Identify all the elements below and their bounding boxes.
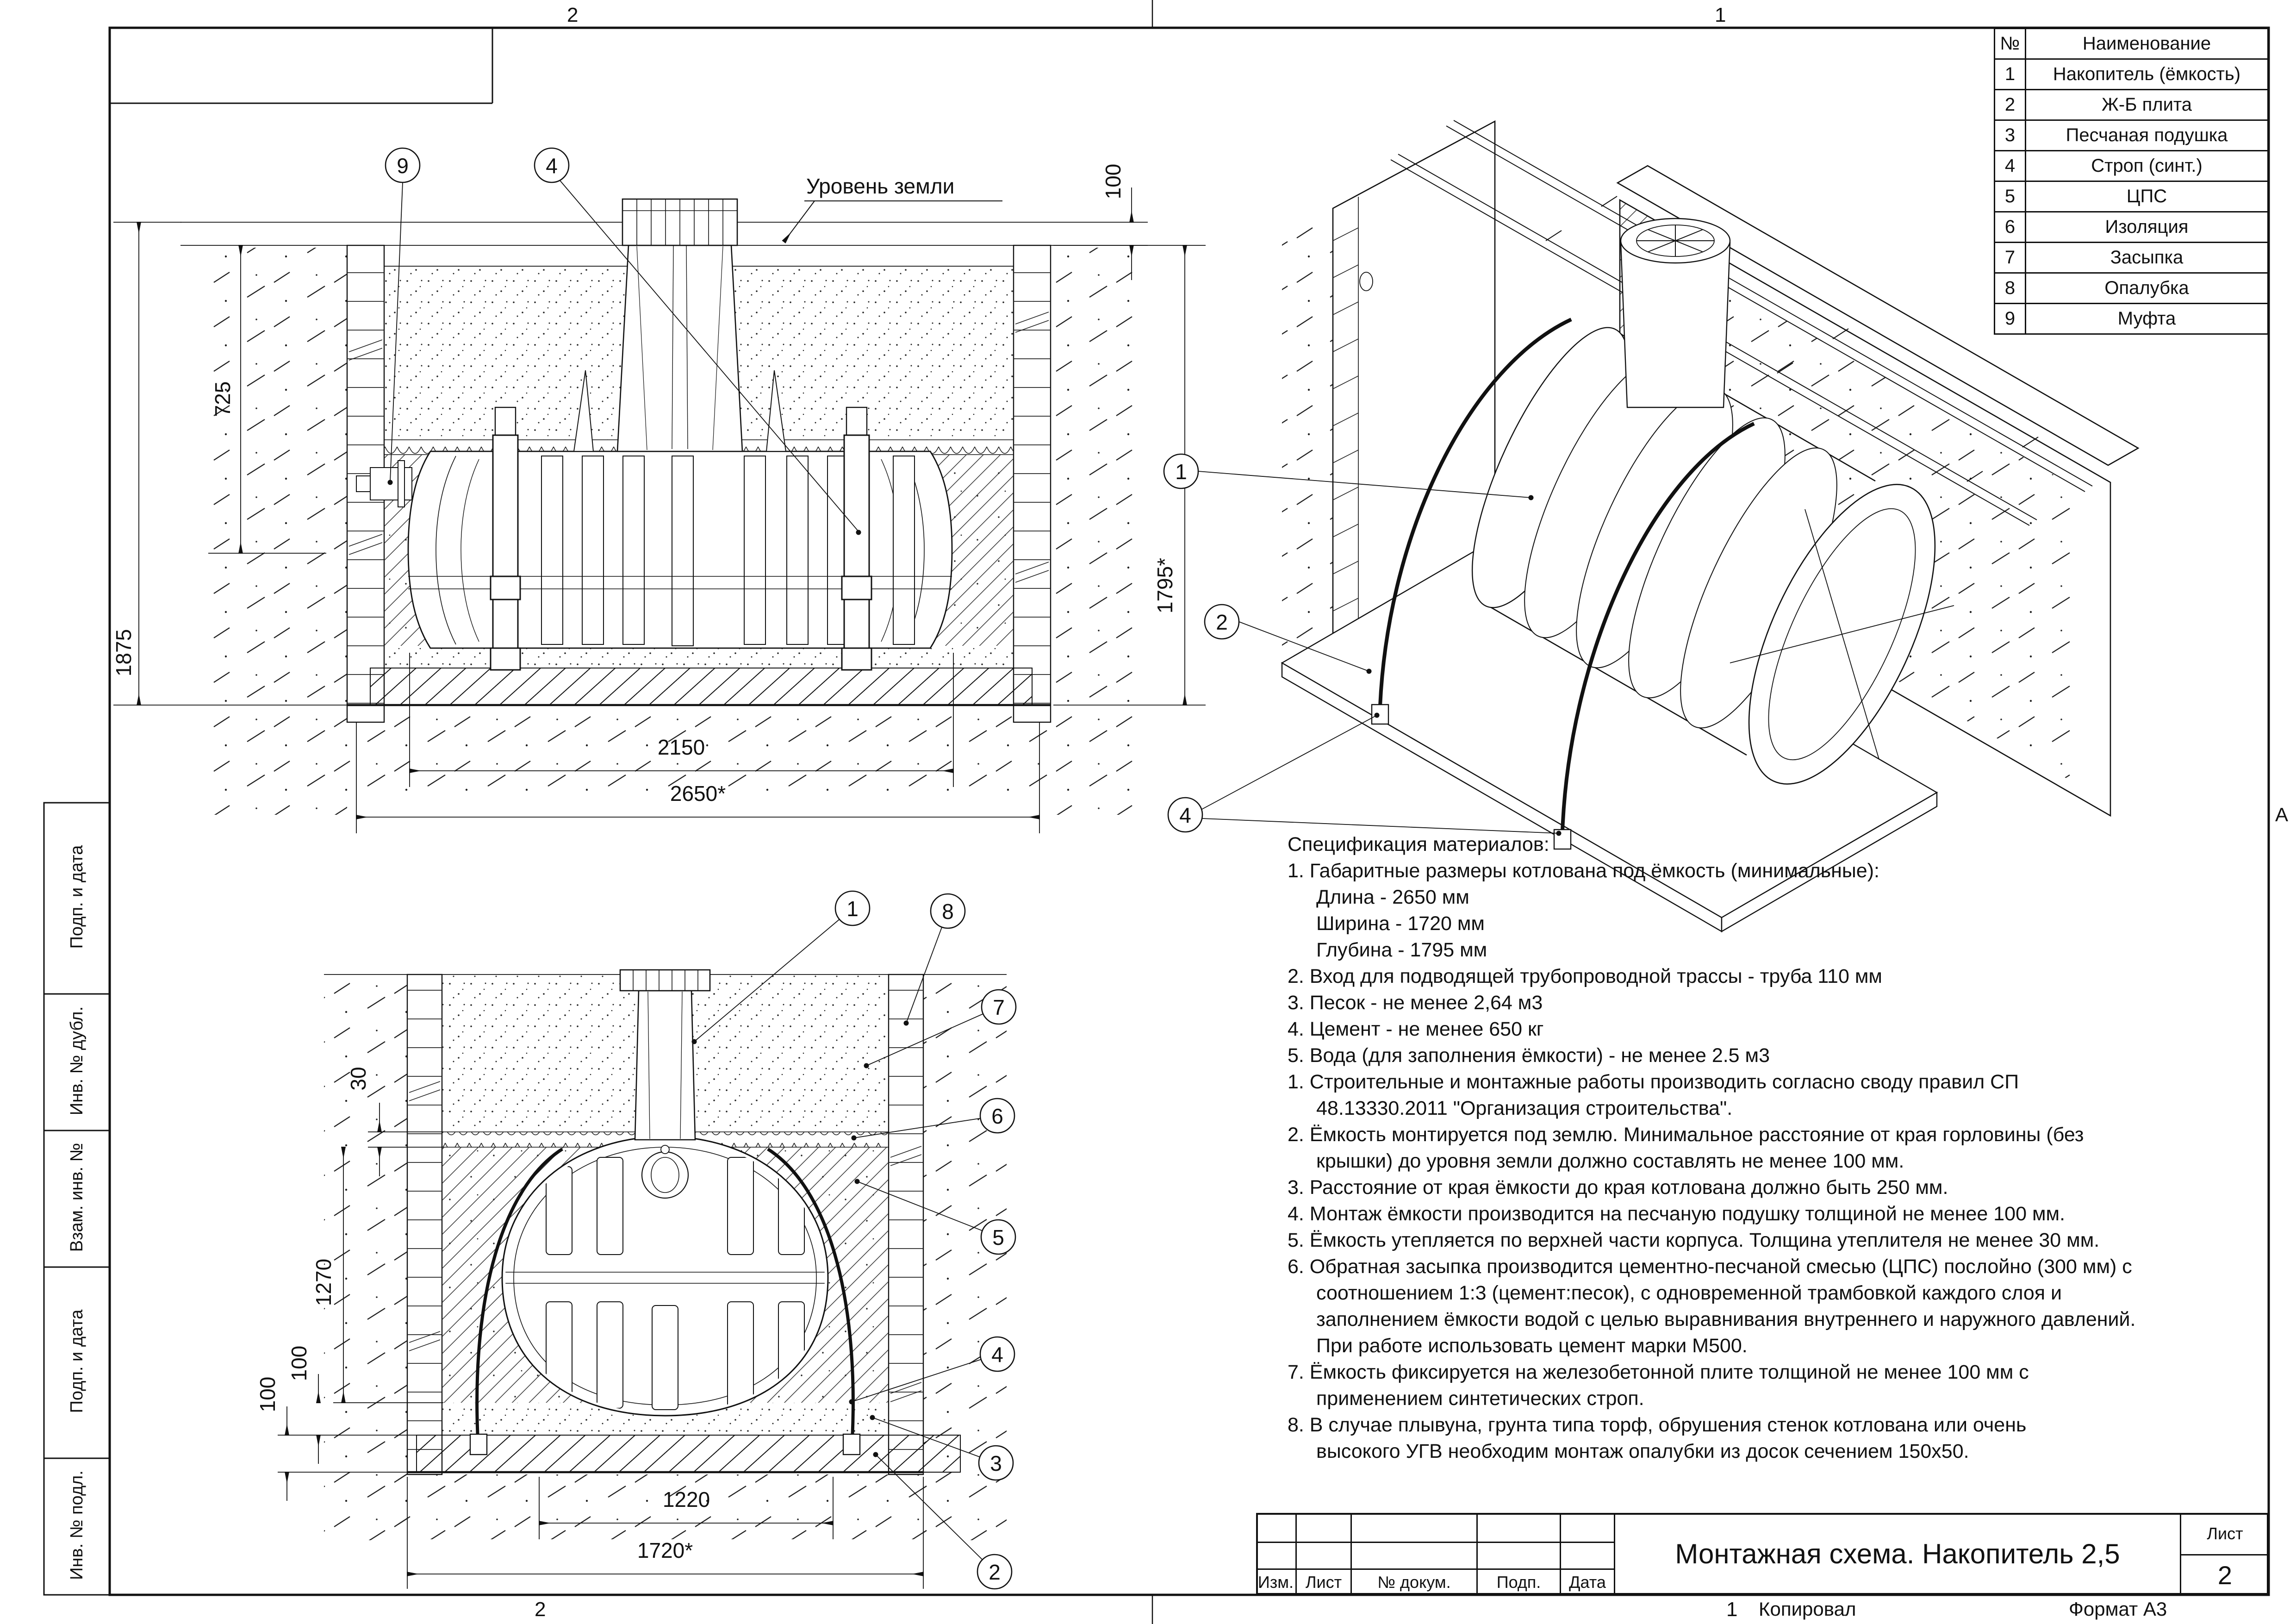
notes-line: применением синтетических строп. <box>1316 1387 1644 1410</box>
notes-line: При работе использовать цемент марки М500. <box>1316 1335 1748 1357</box>
copied-label: Копировал <box>1759 1598 1856 1620</box>
svg-text:2: 2 <box>989 1560 1001 1584</box>
svg-text:1875: 1875 <box>112 629 136 677</box>
notes-line: 3. Песок - не менее 2,64 м3 <box>1288 992 1543 1014</box>
table-row: 5 ЦПС <box>1995 181 2268 212</box>
specification-notes <box>1288 831 2264 1465</box>
svg-text:30: 30 <box>346 1067 370 1091</box>
notes-line: 2. Вход для подводящей трубопроводной трассы - труба 110 мм <box>1288 965 1882 987</box>
margin-label-inv-podl: Инв. № подл. <box>67 1470 87 1580</box>
tb-col-izm: Изм. <box>1256 1568 1295 1595</box>
notes-line: 7. Ёмкость фиксируется на железобетонной плите толщиной не менее 100 мм с <box>1288 1361 2029 1383</box>
view3-isometric <box>1164 120 2138 931</box>
notes-line: Ширина - 1720 мм <box>1316 912 1485 935</box>
svg-text:100: 100 <box>287 1345 311 1381</box>
notes-line: крышки) до уровня земли должно составлять не менее 100 мм. <box>1316 1150 1904 1172</box>
table-row: 6 Изоляция <box>1995 212 2268 243</box>
zone-bottom-right: 1 <box>1726 1598 1738 1621</box>
notes-line: 1. Габаритные размеры котлована под ёмкость (минимальные): <box>1288 860 1879 882</box>
tank-neck <box>617 199 742 451</box>
tb-col-doc: № докум. <box>1350 1568 1476 1595</box>
notes-line: 6. Обратная засыпка производится цементно-песчаной смесью (ЦПС) послойно (300 мм) с <box>1288 1255 2132 1278</box>
notes-line: 3. Расстояние от края ёмкости до края котлована должно быть 250 мм. <box>1288 1176 1948 1199</box>
svg-text:2150: 2150 <box>657 735 705 759</box>
notes-line: 1. Строительные и монтажные работы производить согласно своду правил СП <box>1288 1071 2019 1093</box>
margin-label-podp-2: Подп. и дата <box>67 1309 87 1413</box>
table-row: 9 Муфта <box>1995 304 2268 334</box>
notes-line: 8. В случае плывуна, грунта типа торф, обрушения стенок котлована или очень <box>1288 1414 2027 1436</box>
zone-top-right: 1 <box>1715 4 1726 26</box>
sheet-number: 2 <box>2180 1554 2269 1595</box>
svg-text:1: 1 <box>846 897 859 921</box>
notes-line: 5. Ёмкость утепляется по верхней части корпуса. Толщина утеплителя не менее 30 мм. <box>1288 1229 2100 1251</box>
notes-line: 2. Ёмкость монтируется под землю. Минимальное расстояние от края горловины (без <box>1288 1124 2084 1146</box>
concrete-slab <box>370 668 1032 705</box>
svg-text:2650*: 2650* <box>670 781 726 806</box>
notes-line: 5. Вода (для заполнения ёмкости) - не менее 2.5 м3 <box>1288 1044 1770 1067</box>
svg-text:1270: 1270 <box>311 1258 336 1306</box>
title-block <box>1256 1513 2269 1595</box>
table-row: 7 Засыпка <box>1995 243 2268 273</box>
svg-text:1795*: 1795* <box>1153 557 1177 614</box>
tb-col-podp: Подп. <box>1476 1568 1560 1595</box>
table-row: 2 Ж-Б плита <box>1995 90 2268 120</box>
svg-text:6: 6 <box>991 1104 1003 1128</box>
zone-top-left: 2 <box>567 4 579 26</box>
notes-line: заполнением ёмкости водой с целью выравнивания внутреннего и наружного давлений. <box>1316 1308 2136 1330</box>
margin-label-vzam-inv: Взам. инв. № <box>67 1143 87 1252</box>
notes-line: соотношением 1:3 (цемент:песок), с одновременной трамбовкой каждого слоя и <box>1316 1282 2062 1304</box>
table-row: 4 Строп (синт.) <box>1995 151 2268 181</box>
notes-line: 48.13330.2011 "Организация строительства". <box>1316 1097 1733 1119</box>
svg-text:100: 100 <box>255 1376 280 1412</box>
tb-col-data: Дата <box>1560 1568 1614 1595</box>
formwork-left <box>407 974 442 1474</box>
svg-text:2: 2 <box>1216 610 1228 634</box>
svg-text:725: 725 <box>211 381 235 417</box>
table-row: 8 Опалубка <box>1995 273 2268 304</box>
svg-text:4: 4 <box>991 1343 1003 1367</box>
svg-text:1220: 1220 <box>662 1487 710 1512</box>
notes-line: 4. Цемент - не менее 650 кг <box>1288 1018 1544 1040</box>
sheet-label: Лист <box>2180 1513 2269 1554</box>
ground-level-label <box>784 174 1002 242</box>
notes-line: Длина - 2650 мм <box>1316 886 1469 908</box>
svg-text:3: 3 <box>990 1451 1002 1475</box>
parts-header-row <box>1995 29 2268 59</box>
svg-text:1: 1 <box>1175 460 1187 484</box>
svg-text:7: 7 <box>993 995 1005 1019</box>
tank-body <box>502 1137 828 1416</box>
concrete-slab <box>417 1435 960 1472</box>
notes-line: Спецификация материалов: <box>1288 833 1549 856</box>
table-row: 3 Песчаная подушка <box>1995 120 2268 151</box>
table-row: 1 Накопитель (ёмкость) <box>1995 59 2268 90</box>
svg-text:1720*: 1720* <box>637 1538 693 1562</box>
view1-side-section <box>112 148 1206 833</box>
margin-label-inv-dubl: Инв. № дубл. <box>67 1006 87 1116</box>
tb-col-list: Лист <box>1295 1568 1350 1595</box>
parts-table <box>1994 28 2269 335</box>
soil-left <box>211 248 347 815</box>
svg-text:9: 9 <box>397 154 409 178</box>
notes-line: Глубина - 1795 мм <box>1316 939 1487 961</box>
svg-text:4: 4 <box>546 154 558 178</box>
zone-bottom-left: 2 <box>535 1598 546 1621</box>
view2-front-section <box>255 891 1016 1589</box>
drawing-title: Монтажная схема. Накопитель 2,5 <box>1614 1513 2180 1595</box>
formwork-right <box>889 974 923 1474</box>
formwork-right <box>1014 245 1051 722</box>
svg-text:Уровень земли: Уровень земли <box>806 174 955 198</box>
notes-line: 4. Монтаж ёмкости производится на песчаную подушку толщиной не менее 100 мм. <box>1288 1203 2066 1225</box>
svg-text:5: 5 <box>992 1225 1004 1249</box>
right-margin-letter: А <box>2275 804 2289 825</box>
format-label: Формат А3 <box>2069 1598 2167 1620</box>
notes-line: высокого УГВ необходим монтаж опалубки из досок сечением 150x50. <box>1316 1440 1969 1462</box>
soil-right <box>1052 248 1146 815</box>
svg-text:8: 8 <box>942 899 954 924</box>
parts-header-name: Наименование <box>2026 29 2268 59</box>
svg-text:4: 4 <box>1179 803 1191 827</box>
sand-pillow <box>384 646 1014 668</box>
soil-left <box>324 978 407 1540</box>
parts-header-num: № <box>1995 29 2026 59</box>
svg-text:100: 100 <box>1101 163 1125 200</box>
margin-label-podp-1: Подп. и дата <box>67 845 87 949</box>
